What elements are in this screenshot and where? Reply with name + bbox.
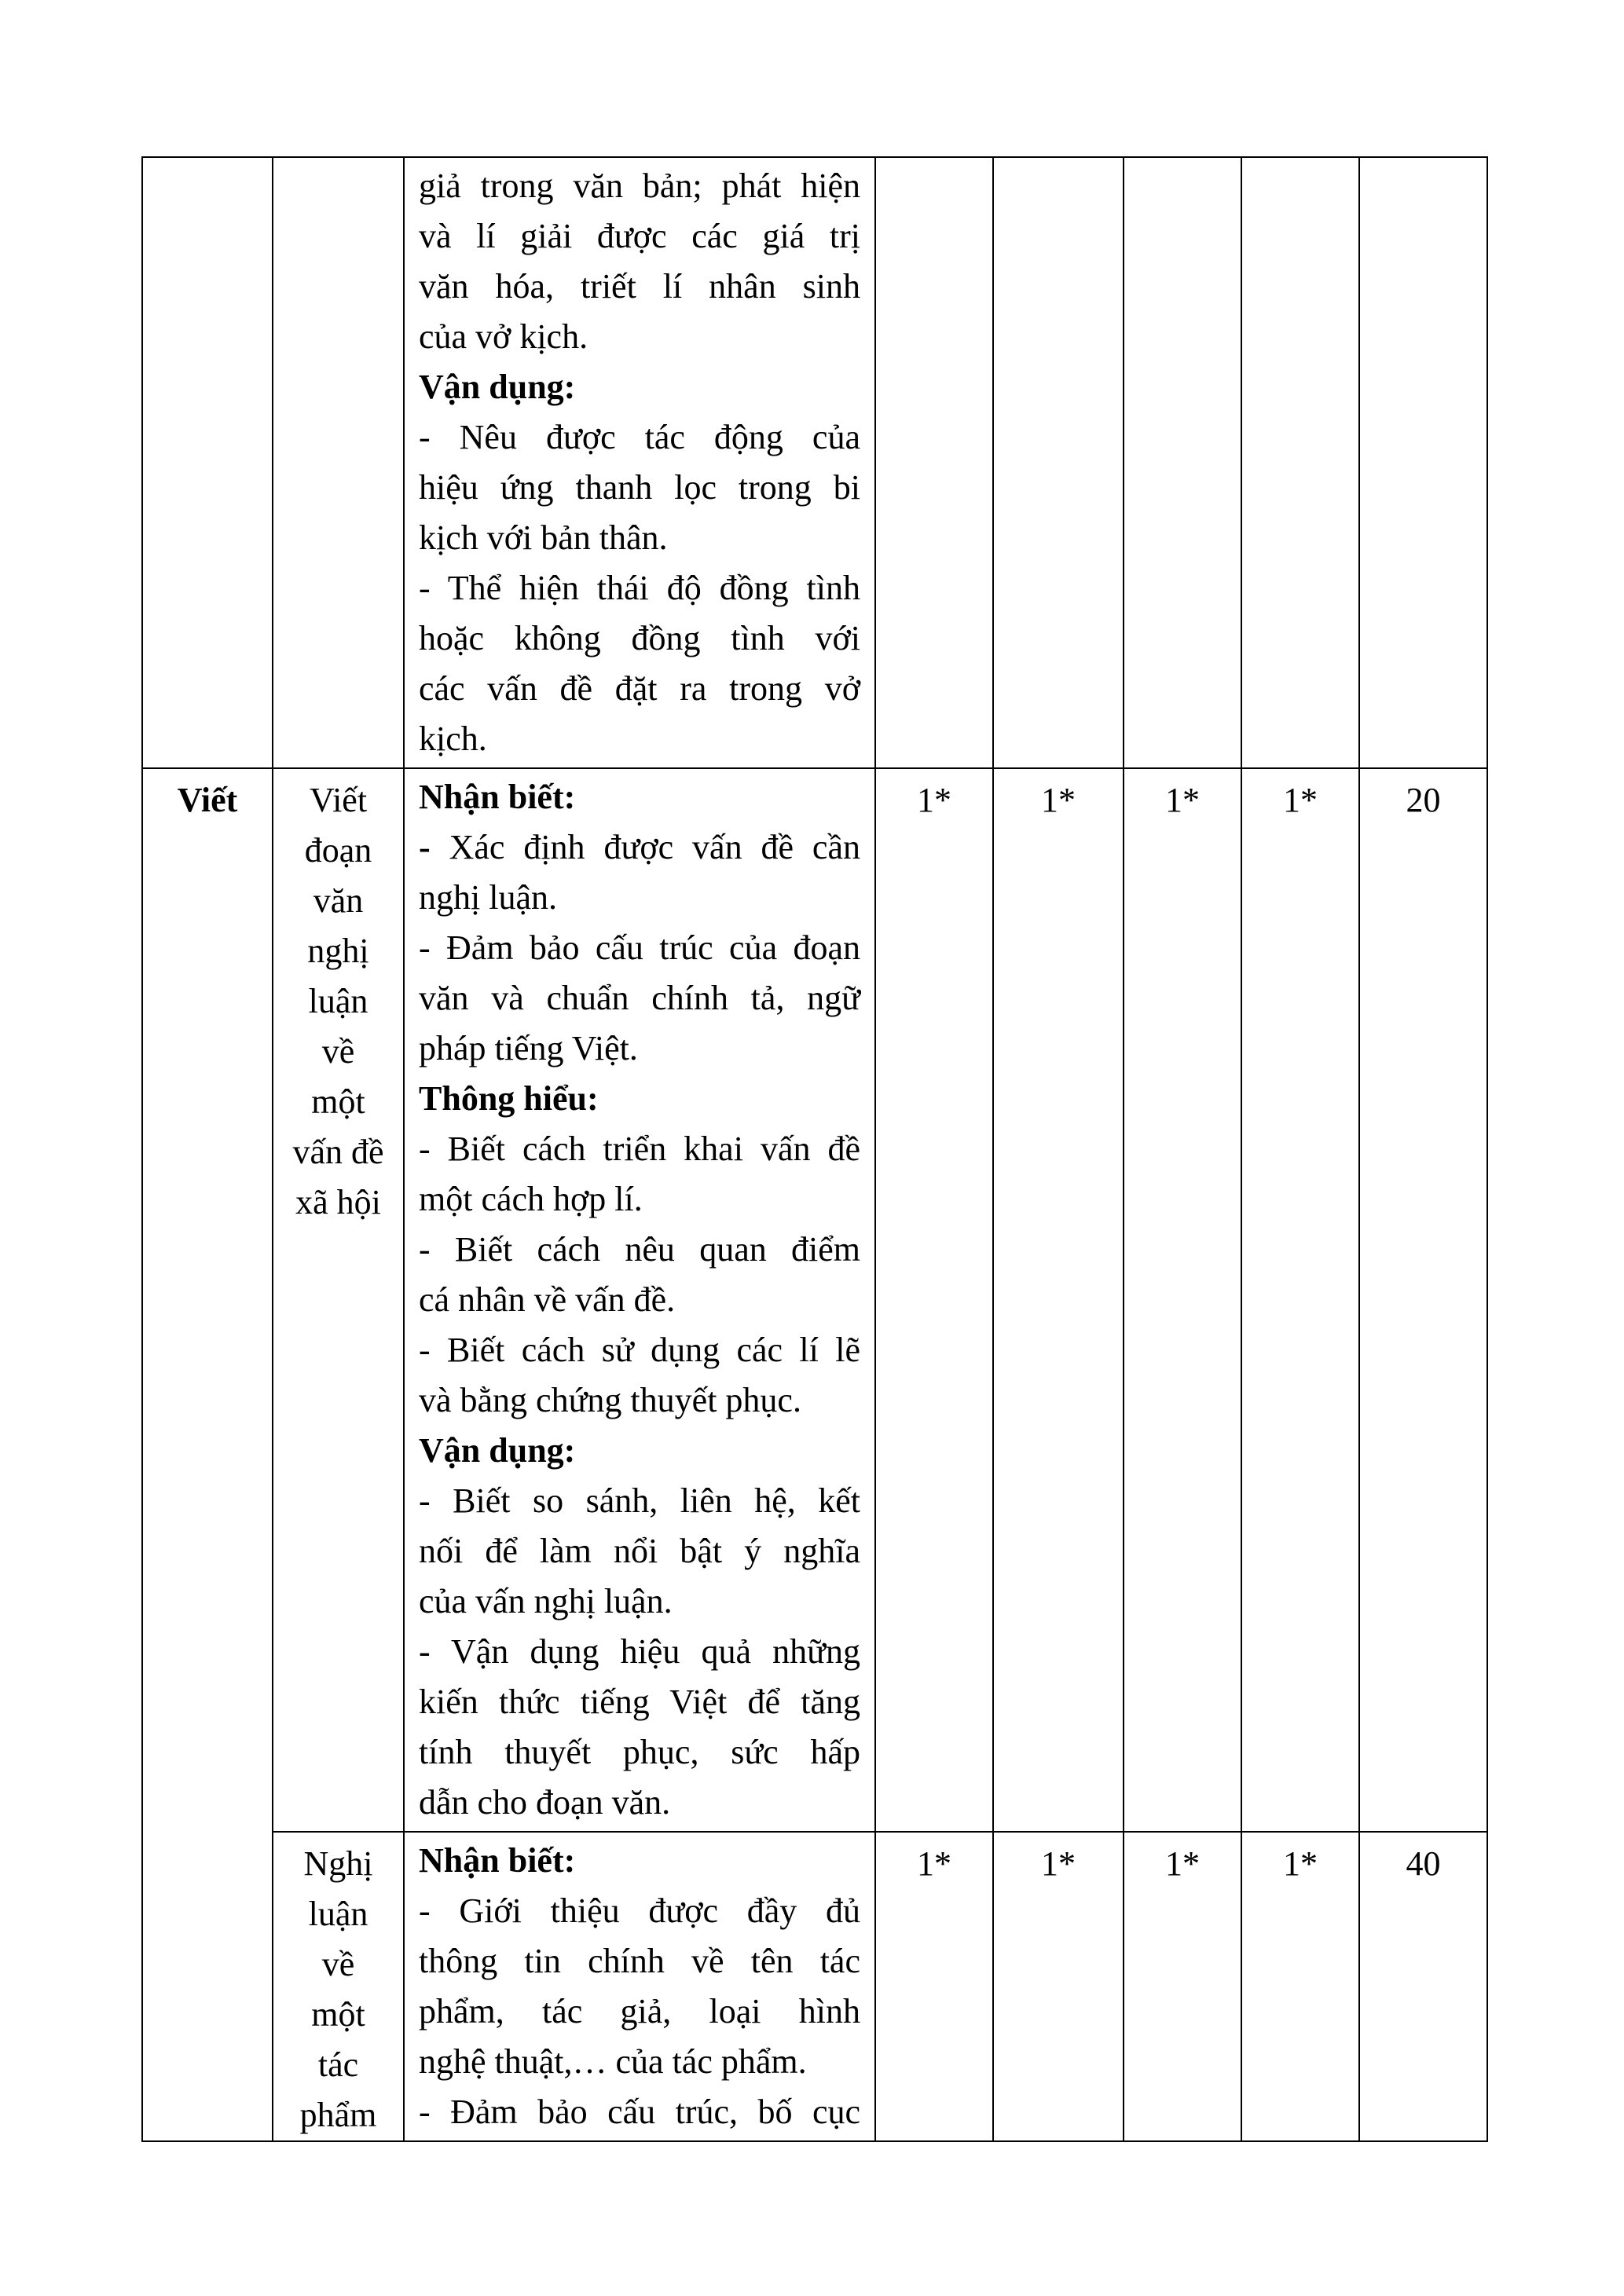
- requirement-line: nối để làm nổi bật ý nghĩa: [419, 1532, 860, 1570]
- count-cell: 1*: [1241, 768, 1359, 1832]
- requirement-line: - Biết cách nêu quan điểm: [419, 1230, 860, 1269]
- content-word: đoạn: [304, 831, 372, 870]
- requirement-line: - Giới thiệu được đầy đủ: [419, 1891, 860, 1930]
- requirement-line: pháp tiếng Việt.: [419, 1029, 638, 1067]
- percent-cell: 40: [1359, 1832, 1487, 2141]
- level-heading: Vận dụng:: [419, 1431, 576, 1470]
- requirement-line: phẩm, tác giả, loại hình: [419, 1992, 860, 2031]
- percent-cell: 20: [1359, 768, 1487, 1832]
- content-word: xã hội: [295, 1183, 381, 1221]
- table-row: [142, 157, 1487, 768]
- requirement-line: - Nêu được tác động của: [419, 418, 860, 456]
- requirement-line: - Thể hiện thái độ đồng tình: [419, 569, 860, 607]
- requirement-line: một cách hợp lí.: [419, 1180, 643, 1218]
- requirement-line: văn và chuẩn chính tả, ngữ: [419, 979, 860, 1017]
- requirement-line: kiến thức tiếng Việt để tăng: [419, 1683, 860, 1721]
- content-cell: [273, 157, 404, 768]
- content-word: về: [321, 1032, 355, 1071]
- content-word: về: [321, 1945, 355, 1983]
- content-word: Viết: [309, 781, 368, 819]
- requirement-line: kịch với bản thân.: [419, 518, 668, 557]
- count-cell: 1*: [1124, 1832, 1241, 2141]
- requirement-line: và bằng chứng thuyết phục.: [419, 1381, 801, 1419]
- requirement-line: hiệu ứng thanh lọc trong bi: [419, 468, 860, 507]
- requirement-line: cá nhân về vấn đề.: [419, 1280, 676, 1319]
- level-heading: Nhận biết:: [419, 1841, 576, 1880]
- level-heading: Nhận biết:: [419, 778, 576, 816]
- content-word: một: [311, 1995, 365, 2034]
- requirement-cell: [404, 768, 875, 1832]
- content-cell: [273, 768, 404, 1832]
- requirement-line: - Đảm bảo cấu trúc, bố cục: [419, 2093, 860, 2131]
- requirement-line: nghệ thuật,… của tác phẩm.: [419, 2042, 807, 2081]
- count-cell: [1124, 157, 1241, 768]
- table-row: [142, 1832, 1487, 2141]
- count-cell: 1*: [993, 1832, 1124, 2141]
- requirement-line: của vở kịch.: [419, 317, 588, 356]
- content-word: văn: [313, 881, 364, 920]
- skill-cell: Viết: [142, 768, 273, 2141]
- count-cell: 1*: [993, 768, 1124, 1832]
- count-cell: 1*: [1124, 768, 1241, 1832]
- level-heading: Thông hiểu:: [419, 1079, 599, 1118]
- count-cell: 1*: [875, 1832, 993, 2141]
- requirement-line: - Xác định được vấn đề cần: [419, 828, 860, 866]
- count-cell: [875, 157, 993, 768]
- requirement-line: tính thuyết phục, sức hấp: [419, 1733, 860, 1771]
- requirement-line: và lí giải được các giá trị: [419, 217, 860, 255]
- requirement-line: thông tin chính về tên tác: [419, 1942, 860, 1980]
- requirement-line: nghị luận.: [419, 878, 557, 917]
- level-heading: Vận dụng:: [419, 368, 576, 406]
- count-cell: 1*: [1241, 1832, 1359, 2141]
- requirement-line: - Biết cách triển khai vấn đề: [419, 1130, 860, 1168]
- content-cell: [273, 1832, 404, 2141]
- requirement-line: văn hóa, triết lí nhân sinh: [419, 267, 860, 306]
- requirement-line: các vấn đề đặt ra trong vở: [419, 669, 860, 708]
- requirement-line: - Biết so sánh, liên hệ, kết: [419, 1481, 860, 1520]
- requirement-line: của vấn nghị luận.: [419, 1582, 673, 1620]
- content-word: luận: [308, 982, 368, 1020]
- requirement-line: kịch.: [419, 720, 487, 758]
- requirement-cell: [404, 1832, 875, 2141]
- count-cell: [1241, 157, 1359, 768]
- content-word: phẩm: [299, 2096, 377, 2134]
- content-word: vấn đề: [292, 1133, 384, 1171]
- content-word: tác: [317, 2045, 359, 2084]
- content-word: một: [311, 1082, 365, 1121]
- content-word: Nghị: [303, 1844, 373, 1883]
- requirement-cell: [404, 157, 875, 768]
- count-cell: 1*: [875, 768, 993, 1832]
- requirement-line: giả trong văn bản; phát hiện: [419, 167, 860, 205]
- percent-cell: [1359, 157, 1487, 768]
- requirement-line: dẫn cho đoạn văn.: [419, 1783, 671, 1822]
- count-cell: [993, 157, 1124, 768]
- requirement-line: - Biết cách sử dụng các lí lẽ: [419, 1331, 860, 1369]
- content-word: nghị: [307, 932, 369, 970]
- assessment-matrix-table: [141, 156, 1488, 2142]
- requirement-line: - Đảm bảo cấu trúc của đoạn: [419, 928, 860, 967]
- content-word: luận: [308, 1895, 368, 1933]
- bullet-dash: -: [419, 828, 431, 866]
- requirement-line: - Vận dụng hiệu quả những: [419, 1632, 860, 1671]
- requirement-line: hoặc không đồng tình với: [419, 619, 860, 657]
- table-row: [142, 768, 1487, 1832]
- skill-cell: [142, 157, 273, 768]
